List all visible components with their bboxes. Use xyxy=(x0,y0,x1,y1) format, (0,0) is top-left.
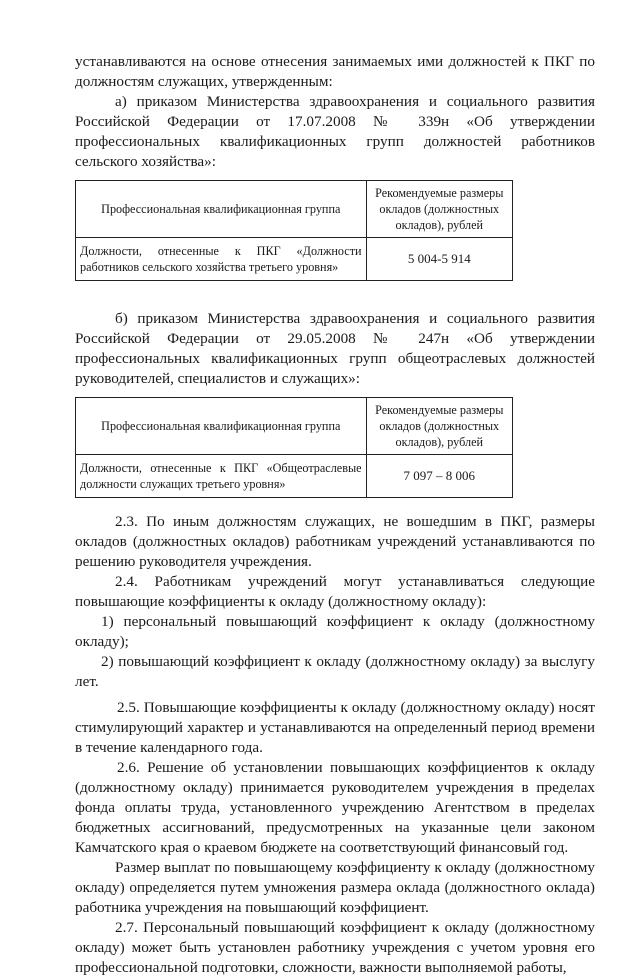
spacer xyxy=(75,172,595,180)
paragraph-2-7: 2.7. Персональный повышающий коэффициент к окладу (должностному окладу) может быть установлен работнику учреждения с учетом уровня его профессиональной подготовки, сложности, важности выполняемой работы, xyxy=(75,919,595,976)
table-row xyxy=(76,455,513,498)
section-b-paragraph: б) приказом Министерства здравоохранения и социального развития Российской Федерации от 29.05.2008 № 247н «Об утверждении профессиональных квалификационных групп общеотраслевых должностей руководителей, специалистов и служащих»: xyxy=(75,310,595,387)
salary-table-b xyxy=(75,397,513,498)
header-salary-cell: Рекомендуемые размеры окладов (должностных окладов), рублей xyxy=(366,181,512,238)
header-salary-cell: Рекомендуемые размеры окладов (должностных окладов), рублей xyxy=(366,398,512,455)
paragraph-2-4-item-1: 1) персональный повышающий коэффициент к окладу (должностному окладу); xyxy=(75,613,595,650)
salary-table-a xyxy=(75,180,513,281)
paragraph-2-5: 2.5. Повышающие коэффициенты к окладу (должностному окладу) носят стимулирующий характер и устанавливаются на определенный период времени в течение календарного года. xyxy=(75,699,595,756)
table-row xyxy=(76,238,513,281)
header-group-cell: Профессиональная квалификационная группа xyxy=(76,181,367,238)
row-group-cell: Должности, отнесенные к ПКГ «Общеотраслевые должности служащих третьего уровня» xyxy=(76,455,367,498)
row-salary-cell: 7 097 – 8 006 xyxy=(366,455,512,498)
paragraph-2-4-item-2: 2) повышающий коэффициент к окладу (должностному окладу) за выслугу лет. xyxy=(75,653,595,690)
paragraph-2-4: 2.4. Работникам учреждений могут устанавливаться следующие повышающие коэффициенты к окладу (должностному окладу): xyxy=(75,573,595,610)
document-page xyxy=(75,52,595,978)
paragraph-2-6: 2.6. Решение об установлении повышающих коэффициентов к окладу (должностному окладу) принимается руководителем учреждения в пределах фонда оплаты труда, установленного учреждению Агентством в пределах бюджетных ассигнований, предусмотренных на указанные цели законом Камчатского края о краевом бюджете на соответствующий финансовый год. xyxy=(75,759,595,856)
intro-paragraph: устанавливаются на основе отнесения занимаемых ими должностей к ПКГ по должностям служащих, утвержденным: xyxy=(75,53,595,90)
spacer xyxy=(75,498,595,512)
header-group-cell: Профессиональная квалификационная группа xyxy=(76,398,367,455)
section-a-paragraph: а) приказом Министерства здравоохранения и социального развития Российской Федерации от 17.07.2008 № 339н «Об утверждении профессиональных квалификационных групп должностей работников сельского хозяйства»: xyxy=(75,93,595,170)
table-header-row xyxy=(76,398,513,455)
paragraph-2-3: 2.3. По иным должностям служащих, не вошедшим в ПКГ, размеры окладов (должностных окладов) работникам учреждений устанавливаются по решению руководителя учреждения. xyxy=(75,513,595,570)
paragraph-payment-size: Размер выплат по повышающему коэффициенту к окладу (должностному окладу) определяется путем умножения размера оклада (должностного оклада) работника учреждения на повышающий коэффициент. xyxy=(75,859,595,916)
row-group-cell: Должности, отнесенные к ПКГ «Должности работников сельского хозяйства третьего уровня» xyxy=(76,238,367,281)
spacer xyxy=(75,389,595,397)
row-salary-cell: 5 004-5 914 xyxy=(366,238,512,281)
table-header-row xyxy=(76,181,513,238)
spacer xyxy=(75,281,595,309)
